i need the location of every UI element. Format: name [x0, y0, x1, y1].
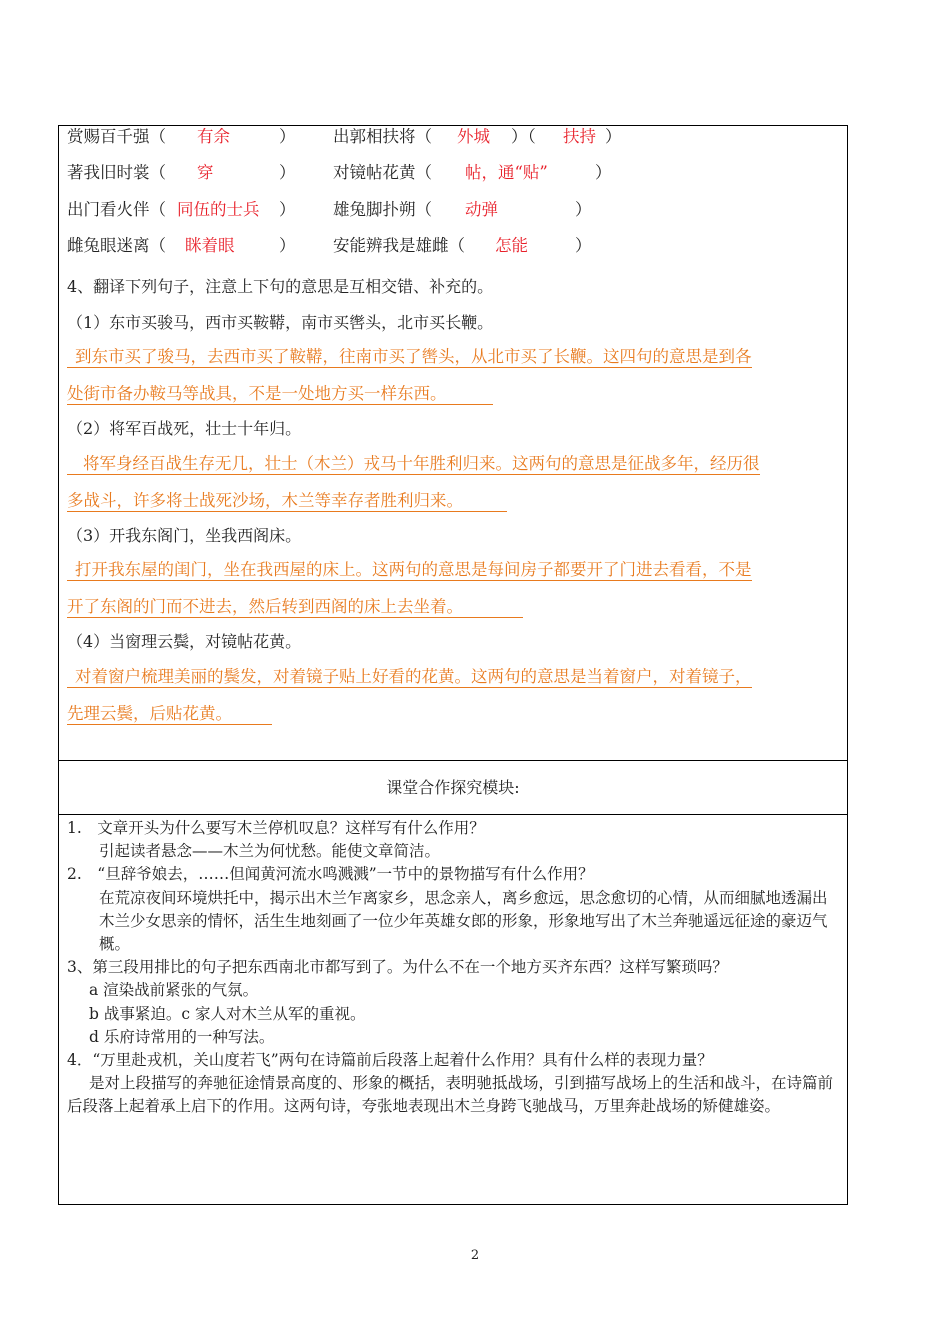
vocab-answer: 扶持: [563, 127, 596, 146]
vocab-word: 安能辨我是雄雌（: [333, 236, 465, 255]
translation-question: （2）将军百战死，壮士十年归。: [67, 419, 302, 438]
cooperative-inquiry-section: [59, 815, 847, 1204]
translation-question: （1）东市买骏马，西市买鞍鞯，南市买辔头，北市买长鞭。: [67, 313, 494, 332]
vocab-word: 出门看火伴（: [67, 200, 166, 219]
translation-question: （4）当窗理云鬓，对镜帖花黄。: [67, 632, 302, 651]
answer: 引起读者悬念——木兰为何忧愁。能使文章简洁。: [99, 842, 441, 861]
translation-answer: 多战斗，许多将士战死沙场，木兰等幸存者胜利归来。: [67, 487, 507, 512]
question: 1. 文章开头为什么要写木兰停机叹息？这样写有什么作用？: [67, 819, 485, 837]
vocab-answer: 外城: [457, 127, 490, 146]
answer: b 战事紧迫。c 家人对木兰从军的重视。: [89, 1004, 366, 1023]
vocab-answer: 同伍的士兵: [177, 200, 260, 219]
translation-answer: 打开我东屋的闺门，坐在我西屋的床上。这两句的意思是每间房子都要开了门进去看看，不是: [67, 556, 752, 581]
bracket: ）: [595, 163, 612, 182]
vocab-word: 雄兔脚扑朔（: [333, 200, 432, 219]
answer: d 乐府诗常用的一种写法。: [89, 1027, 275, 1046]
bracket: ）: [575, 200, 592, 219]
bracket: ）: [279, 163, 296, 182]
vocab-answer: 怎能: [495, 236, 528, 255]
vocab-word: 对镜帖花黄（: [333, 163, 432, 182]
bracket: ）: [279, 127, 296, 146]
translation-answer: 先理云鬓，后贴花黄。: [67, 700, 272, 725]
page-number: 2: [470, 1248, 480, 1263]
answer: 在荒凉夜间环境烘托中，揭示出木兰乍离家乡，思念亲人，离乡愈远，思念愈切的心情，从而细腻地透漏出木兰少女思亲的情怀，活生生地刻画了一位少年英雄女郎的形象，形象地写出了木兰奔驰遥远征途的豪迈气概。: [99, 888, 828, 954]
module-title: 课堂合作探究模块:: [59, 761, 847, 815]
translation-answer: 开了东阁的门而不进去，然后转到西阁的床上去坐着。: [67, 593, 523, 618]
bracket: ）: [575, 236, 592, 255]
translation-answer: 到东市买了骏马，去西市买了鞍鞯，往南市买了辔头，从北市买了长鞭。这四句的意思是到各: [67, 343, 752, 368]
translation-question: （3）开我东阁门，坐我西阁床。: [67, 526, 302, 545]
question-title: 4、翻译下列句子，注意上下句的意思是互相交错、补充的。: [67, 277, 494, 296]
vocab-word: 出郭相扶将（: [333, 127, 432, 146]
vocab-answer: 动弹: [465, 200, 498, 219]
vocab-answer: 帖，通“贴”: [465, 163, 548, 182]
vocab-translation-section: [59, 126, 847, 761]
vocab-word: 赏赐百千强（: [67, 127, 166, 146]
bracket: ）（: [511, 127, 536, 146]
vocab-answer: 穿: [197, 163, 214, 182]
bracket: ）: [605, 127, 622, 146]
vocab-word: 著我旧时裳（: [67, 163, 166, 182]
bracket: ）: [279, 236, 296, 255]
question: 4．“万里赴戎机，关山度若飞”两句在诗篇前后段落上起着什么作用？具有什么样的表现力量？: [67, 1051, 713, 1070]
question: 2. “旦辞爷娘去，……但闻黄河流水鸣溅溅”一节中的景物描写有什么作用？: [67, 865, 594, 884]
worksheet-table: [58, 125, 848, 1205]
vocab-answer: 有余: [197, 127, 230, 146]
vocab-word: 雌兔眼迷离（: [67, 236, 166, 255]
translation-answer: 将军身经百战生存无几，壮士（木兰）戎马十年胜利归来。这两句的意思是征战多年，经历很: [67, 450, 760, 475]
answer: a 渲染战前紧张的气氛。: [89, 981, 259, 1000]
question: 3、第三段用排比的句子把东西南北市都写到了。为什么不在一个地方买齐东西？这样写繁琐吗？: [67, 958, 728, 977]
translation-answer: 处街市备办鞍马等战具，不是一处地方买一样东西。: [67, 380, 493, 405]
translation-answer: 对着窗户梳理美丽的鬓发，对着镜子贴上好看的花黄。这两句的意思是当着窗户，对着镜子，: [67, 663, 752, 688]
bracket: ）: [279, 200, 296, 219]
vocab-answer: 眯着眼: [185, 236, 235, 255]
answer: 是对上段描写的奔驰征途情景高度的、形象的概括，表明驰抵战场，引到描写战场上的生活和战斗，在诗篇前后段落上起着承上启下的作用。这两句诗，夸张地表现出木兰身跨飞驰战马，万里奔赴战场的矫健雄姿。: [67, 1074, 834, 1116]
